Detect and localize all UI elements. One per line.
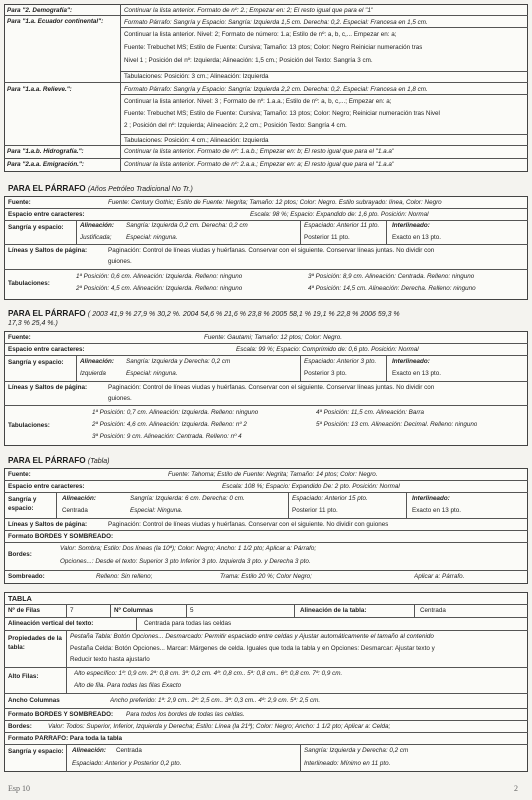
outline-row-value: Continuar la lista anterior. Formato de nº: 1.a.b.; Empezar en: b; El resto igual que para el "1.a.a"	[124, 148, 395, 155]
row-label: Fuente:	[8, 471, 31, 478]
tab-stop: 1ª Posición: 0,7 cm. Alineación: Izquierda. Relleno: ninguno	[92, 409, 259, 416]
outline-row-value: Continuar la lista anterior. Formato de nº: 2.; Empezar en: 2; El resto igual que para el "1"	[124, 7, 374, 14]
row-value: Fuente: Tahoma; Estilo de Fuente: Negrita; Tamaño: 14 ptos; Color: Negro.	[168, 471, 378, 478]
row-label: Bordes:	[8, 551, 32, 558]
outline-row-label: Para "1.a.a. Relieve.":	[7, 86, 72, 93]
outline-row-line: Formato Párrafo: Sangría y Espacio: Sangría: Izquierda 2,2 cm. Derecha: 0,2. Especial: Francesa en 1,8 cm.	[124, 86, 428, 93]
tab-stop: 5ª Posición: 13 cm. Alineación: Decimal. Relleno: ninguno	[316, 421, 478, 428]
row-label: Tabulaciones:	[8, 280, 50, 287]
row-label: Líneas y Saltos de página:	[8, 521, 88, 528]
row-value: Escala: 98 %; Espacio: Expandido de: 1,6 pto. Posición: Normal	[250, 211, 429, 218]
outline-row-label: Para "1.a.b. Hidrografía.":	[7, 148, 84, 155]
tab-stop: 3ª Posición: 9 cm. Alineación: Centrada. Relleno: nº 4	[92, 433, 242, 440]
row-label: Espacio entre caracteres:	[8, 346, 85, 353]
outline-row-line: Nivel 1 ; Posición del nº: Izquierda; Alineación: 1,5 cm.; Posición del Texto: Sangría 3 cm.	[124, 57, 373, 64]
row-value: Fuente: Gautami; Tamaño: 12 ptos; Color: Negro.	[204, 334, 343, 341]
row-label: Sangría y espacio:	[8, 224, 64, 231]
outline-row-line: Continuar la lista anterior. Nivel: 2; Formato de número: 1.a; Estilo de nº: a, b, c,... Empezar en: a;	[124, 31, 397, 38]
row-label: Fuente:	[8, 199, 31, 206]
section-title: TABLA	[8, 595, 32, 603]
row-label: Sangría y espacio:	[8, 359, 64, 366]
tab-stop: 2ª Posición: 4,5 cm. Alineación: Izquierda. Relleno: ninguno	[76, 285, 243, 292]
outline-row-line: 2 ; Posición del nº: Izquierda; Alineación: 2,2 cm.; Posición Texto: Sangría 4 cm.	[124, 122, 347, 129]
row-value: Escala: 108 %; Espacio: Expandido De: 2 pto. Posición: Normal	[222, 483, 400, 490]
outline-row-line: Tabulaciones: Posición: 4 cm.; Alineación: Izquierda	[124, 137, 269, 144]
row-label: Espacio entre caracteres:	[8, 483, 85, 490]
outline-row-line: Fuente: Trebuchet MS; Estilo de Fuente: Cursiva; Tamaño: 13 ptos; Color: Negro; Reiniciar numeración tras Nivel	[124, 110, 440, 117]
tab-stop: 2ª Posición: 4,6 cm. Alineación: Izquierda. Relleno: nº 2	[92, 421, 247, 428]
outline-row-label: Para "2.a.a. Emigración.":	[7, 161, 85, 168]
outline-row-line: Tabulaciones: Posición: 3 cm.; Alineación: Izquierda	[124, 73, 269, 80]
row-label: Formato BORDES Y SOMBREADO:	[8, 533, 114, 540]
tab-stop: 4ª Posición: 11,5 cm. Alineación: Barra	[316, 409, 425, 416]
row-label: Líneas y Saltos de página:	[8, 384, 88, 391]
row-label: Sangría y espacio:	[8, 496, 37, 513]
section-title: PARA EL PÁRRAFO ( 2003 41,9 % 27,9 % 30,2 %. 2004 54,6 % 21,6 % 23,8 % 2005 58,1 % 19,1 % 22,8 % 2006 59,3 %	[8, 309, 400, 318]
outline-row-line: Formato Párrafo: Sangría y Espacio: Sangría: Izquierda 1,5 cm. Derecha: 0,2. Especial: Francesa en 1,5 cm.	[124, 19, 428, 26]
tab-stop: 4ª Posición: 14,5 cm. Alineación: Derecha. Relleno: ninguno	[308, 285, 476, 292]
page-number: 2	[514, 784, 518, 793]
row-label: Tabulaciones:	[8, 422, 50, 429]
row-label: Líneas y Saltos de página:	[8, 247, 88, 254]
section-title: PARA EL PÁRRAFO (Tabla)	[8, 456, 110, 465]
footer-label: Esp 10	[8, 784, 30, 793]
outline-row-line: Fuente: Trebuchet MS; Estilo de Fuente: Cursiva; Tamaño: 13 ptos; Color: Negro Reiniciar numeración tras	[124, 44, 423, 51]
outline-row-label: Para "1.a. Ecuador continental":	[7, 18, 104, 25]
row-value: Escala: 99 %; Espacio: Comprimido de: 0,6 pto. Posición: Normal	[236, 346, 419, 353]
outline-row-value: Continuar la lista anterior. Formato de nº: 2.a.a.; Empezar en: a; El resto igual que para el "1.a.a"	[124, 161, 395, 168]
row-label: Sombreado:	[8, 573, 45, 580]
tab-stop: 3ª Posición: 8,9 cm. Alineación: Centrada. Relleno: ninguno	[308, 273, 475, 280]
row-value: Fuente: Century Gothic; Estilo de Fuente: Negrita; Tamaño: 12 ptos; Color: Negro. Estilo subrayado: línea, Color: Negro	[108, 199, 442, 206]
outline-row-line: Continuar la lista anterior. Nivel: 3 ; Formato de nº: 1.a.a.; Estilo de nº: a, b, c,...; Empezar en: a;	[124, 98, 392, 105]
row-label: Fuente:	[8, 334, 31, 341]
row-label: Espacio entre caracteres:	[8, 211, 85, 218]
tab-stop: 1ª Posición: 0,6 cm. Alineación: Izquierda. Relleno: ninguno	[76, 273, 243, 280]
outline-divider	[120, 4, 121, 172]
section-title: PARA EL PÁRRAFO (Años Petróleo Tradicional No Tr.)	[8, 184, 193, 193]
outline-row-label: Para "2. Demografía":	[7, 7, 73, 14]
